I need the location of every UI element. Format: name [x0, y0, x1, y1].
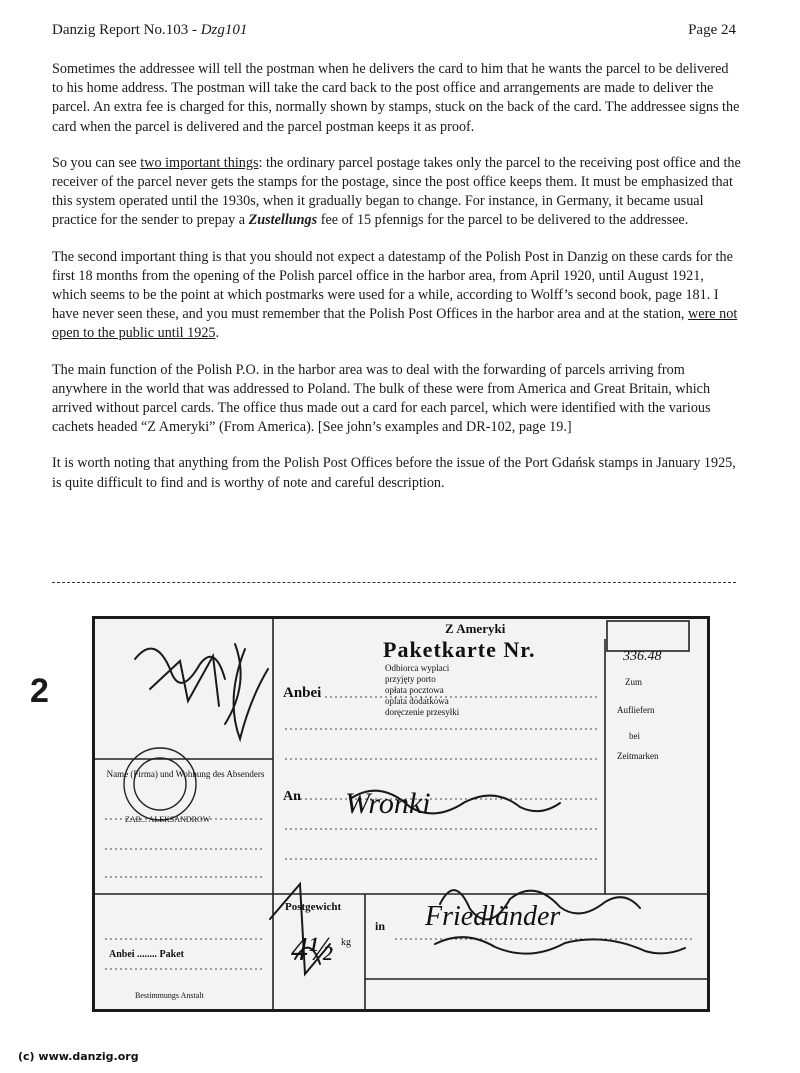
figure-number: 2 [30, 672, 49, 710]
section-divider [52, 582, 736, 583]
bei-label: bei [629, 731, 640, 741]
parcel-card-image [92, 616, 710, 1012]
emphasized-word: Zustellungs [248, 212, 318, 229]
paragraph-5: It is worth noting that anything from the Polish Post Offices before the issue of the Port Gdańsk stamps in January 1925, is quite difficult to find and is worthy of note and careful description. [52, 455, 736, 491]
paragraph-1: Sometimes the addressee will tell the postman when he delivers the card to him that he wants the parcel to be delivered to his home address. The postman will take the card back to the post office and arrangements are made to deliver the parcel. An extra fee is charged for this, normally shown by stamps, stuck on the back of the card. The addressee signs the card when the parcel is delivered and the parcel postman keeps it as proof. [52, 61, 740, 135]
report-code: Dzg101 [200, 22, 248, 38]
paragraph-2: So you can see two important things: the ordinary parcel postage takes only the parcel to the receiving post office and the receiver of the parcel never gets the stamps for the postage, since the post office keeps them. It must be emphasized that this system operated until the 1930s, when it gradually began to change. For instance, in Germany, it became usual practice for the sender to prepay a Zustellungs fee of 15 pfennigs for the parcel to be delivered to the addressee. [52, 154, 741, 229]
card-number-box: 336.48 [623, 649, 662, 664]
handwritten-destination: Friedländer [425, 901, 561, 932]
zeitmarken-label: Zeitmarken [617, 751, 659, 761]
cachet-z-ameryki: Z Ameryki [445, 621, 506, 636]
paragraph-3: The second important thing is that you should not expect a datestamp of the Polish Post in Danzig on these cards for the first 18 months from the opening of the Polish parcel office in the harbor area, from April 1920, until August 1921, which seems to be the point at which postmarks were used for a while, according to Wolff’s second book, page 181. I have never seen these, and you must remember that the Polish Post Offices in the harbor area and at the station, were not open to the public until 1925. [52, 248, 738, 342]
paragraph-4: The main function of the Polish P.O. in the harbor area was to deal with the forwarding of parcels arriving from anywhere in the world that was addressed to Poland. The bulk of these were from America and Great Britain, which arrived without parcel cards. The office thus made out a card for each parcel, which were identified with the various cachets headed “Z Ameryki” (From America). [See john’s examples and DR-102, page 19.] [52, 361, 711, 436]
page-header [52, 22, 736, 44]
sender-address-label: Name (Firma) und Wohnung des Absenders [106, 769, 265, 779]
handwritten-addressee: Wronki [345, 787, 431, 820]
an-label: An [283, 789, 301, 804]
underlined-phrase: two important things [140, 154, 259, 171]
bestimmung-label: Bestimmungs Anstalt [135, 991, 204, 1000]
zum-label: Zum [625, 677, 642, 687]
page-number: Page 24 [688, 22, 736, 38]
anbei-paket-label: Anbei ........ Paket [109, 949, 184, 960]
card-title: Paketkarte Nr. [383, 637, 536, 662]
cachet-lines: Odbiorca wyplaci przyjęty porto opłata pocztowa oplata dodatkowa doręczenie przesyłki [385, 663, 460, 717]
in-label: in [375, 919, 386, 933]
copyright-footer: (c) www.danzig.org [18, 1050, 139, 1063]
handwritten-weight: 4½ [291, 931, 334, 968]
aufliefern-label: Aufliefern [617, 705, 655, 715]
anbei-label: Anbei [283, 685, 322, 701]
article-body [52, 60, 742, 510]
postgewicht-label: Postgewicht [285, 901, 342, 913]
stamp-text: ZAB... ALEKSANDROW [125, 815, 211, 824]
underlined-phrase: were not open to the public until 1925 [52, 306, 738, 342]
kg-label: kg [341, 937, 351, 948]
report-title: Danzig Report No.103 - Dzg101 [52, 22, 248, 38]
